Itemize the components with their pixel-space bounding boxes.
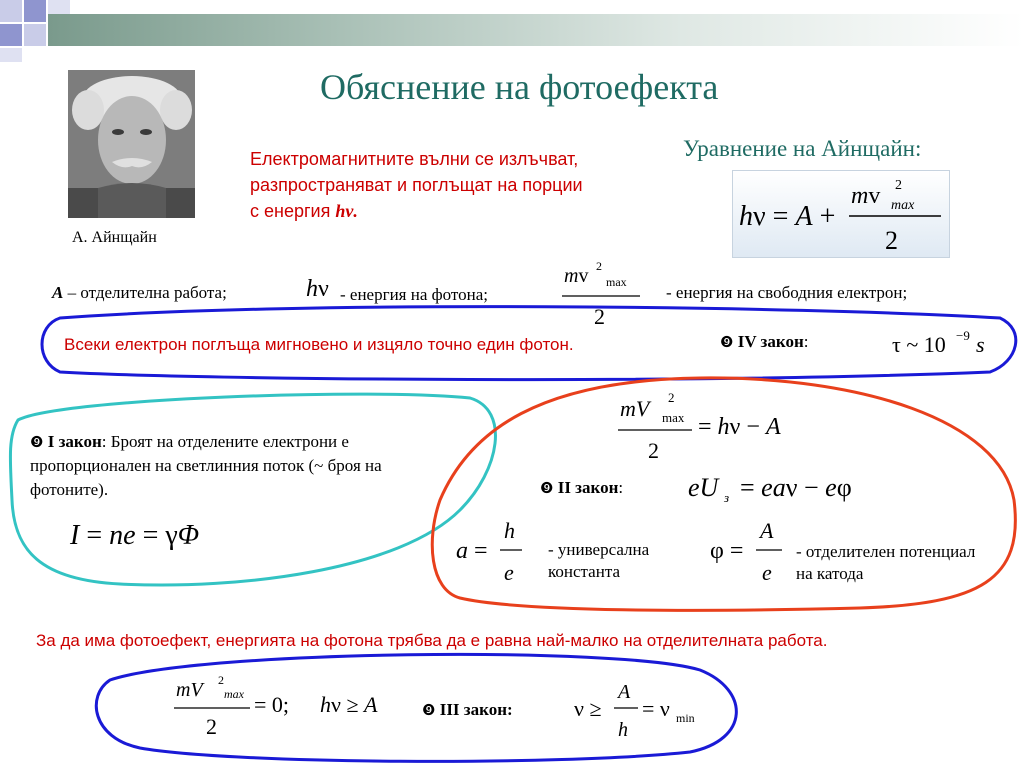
svg-text:2: 2 — [668, 390, 675, 405]
svg-text:2: 2 — [885, 226, 898, 255]
svg-text:h: h — [618, 719, 628, 741]
i-law-formula — [64, 514, 244, 554]
svg-text:= eaν − eφ: = eaν − eφ — [740, 473, 852, 502]
legend-a-symbol: A — [52, 283, 64, 302]
portrait-caption: А. Айнщайн — [72, 229, 157, 246]
svg-text:2: 2 — [594, 304, 605, 329]
law-bullet-icon: ❾ — [422, 701, 436, 719]
condition-text: За да има фотоефект, енергията на фотона трябва да е равна най-малко на отделителната работа. — [36, 631, 828, 650]
i-law-label: I закон — [47, 432, 102, 451]
legend-kinetic-text: - енергия на свободния електрон; — [666, 283, 908, 302]
ii-law-colon: : — [618, 478, 624, 497]
law-bullet-icon: ❾ — [720, 333, 734, 351]
legend-a-text: – отделителна работа; — [67, 283, 227, 302]
ii-law-label: II закон — [557, 478, 619, 497]
svg-text:mV: mV — [620, 396, 650, 421]
svg-text:max: max — [606, 275, 627, 289]
iii-law-inequality — [318, 690, 398, 722]
svg-text:−9: −9 — [956, 328, 970, 343]
svg-text:a: a — [456, 538, 468, 564]
svg-text:2: 2 — [596, 259, 602, 273]
svg-text:φ =: φ = — [710, 538, 744, 564]
legend-hv-text: - енергия на фотона; — [340, 285, 488, 304]
svg-text:2: 2 — [895, 178, 902, 193]
intro-hv: hν. — [335, 201, 358, 221]
iii-law-zero-formula — [168, 672, 308, 744]
svg-text:hν ≥ A: hν ≥ A — [320, 692, 378, 717]
svg-text:max: max — [891, 198, 915, 213]
iii-law-label-group — [422, 700, 513, 720]
iv-law-label-group — [720, 332, 808, 352]
ii-law-kinetic-formula — [612, 388, 812, 464]
svg-text:min: min — [676, 711, 695, 725]
svg-text:max: max — [662, 410, 685, 425]
i-law-body: : Броят на отделените електрони е пропорционален на светлинния поток (~ броя на фотоните). — [30, 432, 382, 499]
svg-text:з: з — [724, 490, 730, 505]
iv-law-label: IV закон — [737, 332, 804, 351]
constant-a-text: - универсална константа — [548, 540, 650, 581]
svg-text:= ν: = ν — [642, 696, 670, 721]
phi-formula — [706, 516, 796, 588]
svg-text:max: max — [224, 687, 244, 701]
svg-text:h: h — [504, 518, 515, 543]
svg-text:τ ~ 10: τ ~ 10 — [892, 332, 946, 357]
svg-text:mv: mv — [851, 183, 881, 209]
svg-text:2: 2 — [206, 714, 217, 739]
svg-text:A: A — [760, 518, 774, 543]
constant-a-formula — [452, 516, 542, 588]
svg-text:I = ne = γΦ: I = ne = γΦ — [70, 520, 200, 551]
ii-law-formula — [684, 468, 904, 508]
svg-text:eU: eU — [688, 473, 719, 502]
i-law-text — [30, 430, 460, 502]
svg-text:2: 2 — [648, 438, 659, 463]
law-bullet-icon: ❾ — [30, 433, 44, 451]
phi-text: - отделителен потенциал на катода — [796, 542, 976, 583]
iv-law-formula — [888, 326, 998, 362]
ii-law-label-group — [540, 478, 623, 498]
svg-text:ν ≥: ν ≥ — [574, 696, 602, 721]
svg-text:A: A — [618, 681, 631, 703]
equation-title: Уравнение на Айнщайн: — [683, 136, 922, 161]
svg-text:hν = A +: hν = A + — [739, 201, 836, 232]
intro-text-body: Електромагнитните вълни се излъчват, разпространяват и поглъщат на порции с енергия — [250, 149, 583, 221]
svg-text:e: e — [762, 560, 772, 585]
iii-law-formula — [572, 676, 712, 744]
iv-law-statement: Всеки електрон поглъща мигновено и изцяло точно един фотон. — [64, 335, 574, 354]
svg-text:hν: hν — [306, 276, 329, 302]
page-title: Обяснение на фотоефекта — [320, 67, 719, 107]
iv-law-colon: : — [803, 332, 809, 351]
svg-text:e: e — [504, 560, 514, 585]
iii-law-label: III закон: — [439, 700, 513, 719]
svg-text:s: s — [976, 332, 985, 357]
svg-text:=: = — [474, 538, 488, 564]
svg-text:mv: mv — [564, 265, 589, 287]
svg-text:= hν − A: = hν − A — [698, 414, 781, 440]
law-bullet-icon: ❾ — [540, 479, 554, 497]
svg-text:2: 2 — [218, 673, 224, 687]
svg-text:mV: mV — [176, 679, 203, 701]
svg-text:= 0;: = 0; — [254, 692, 290, 717]
